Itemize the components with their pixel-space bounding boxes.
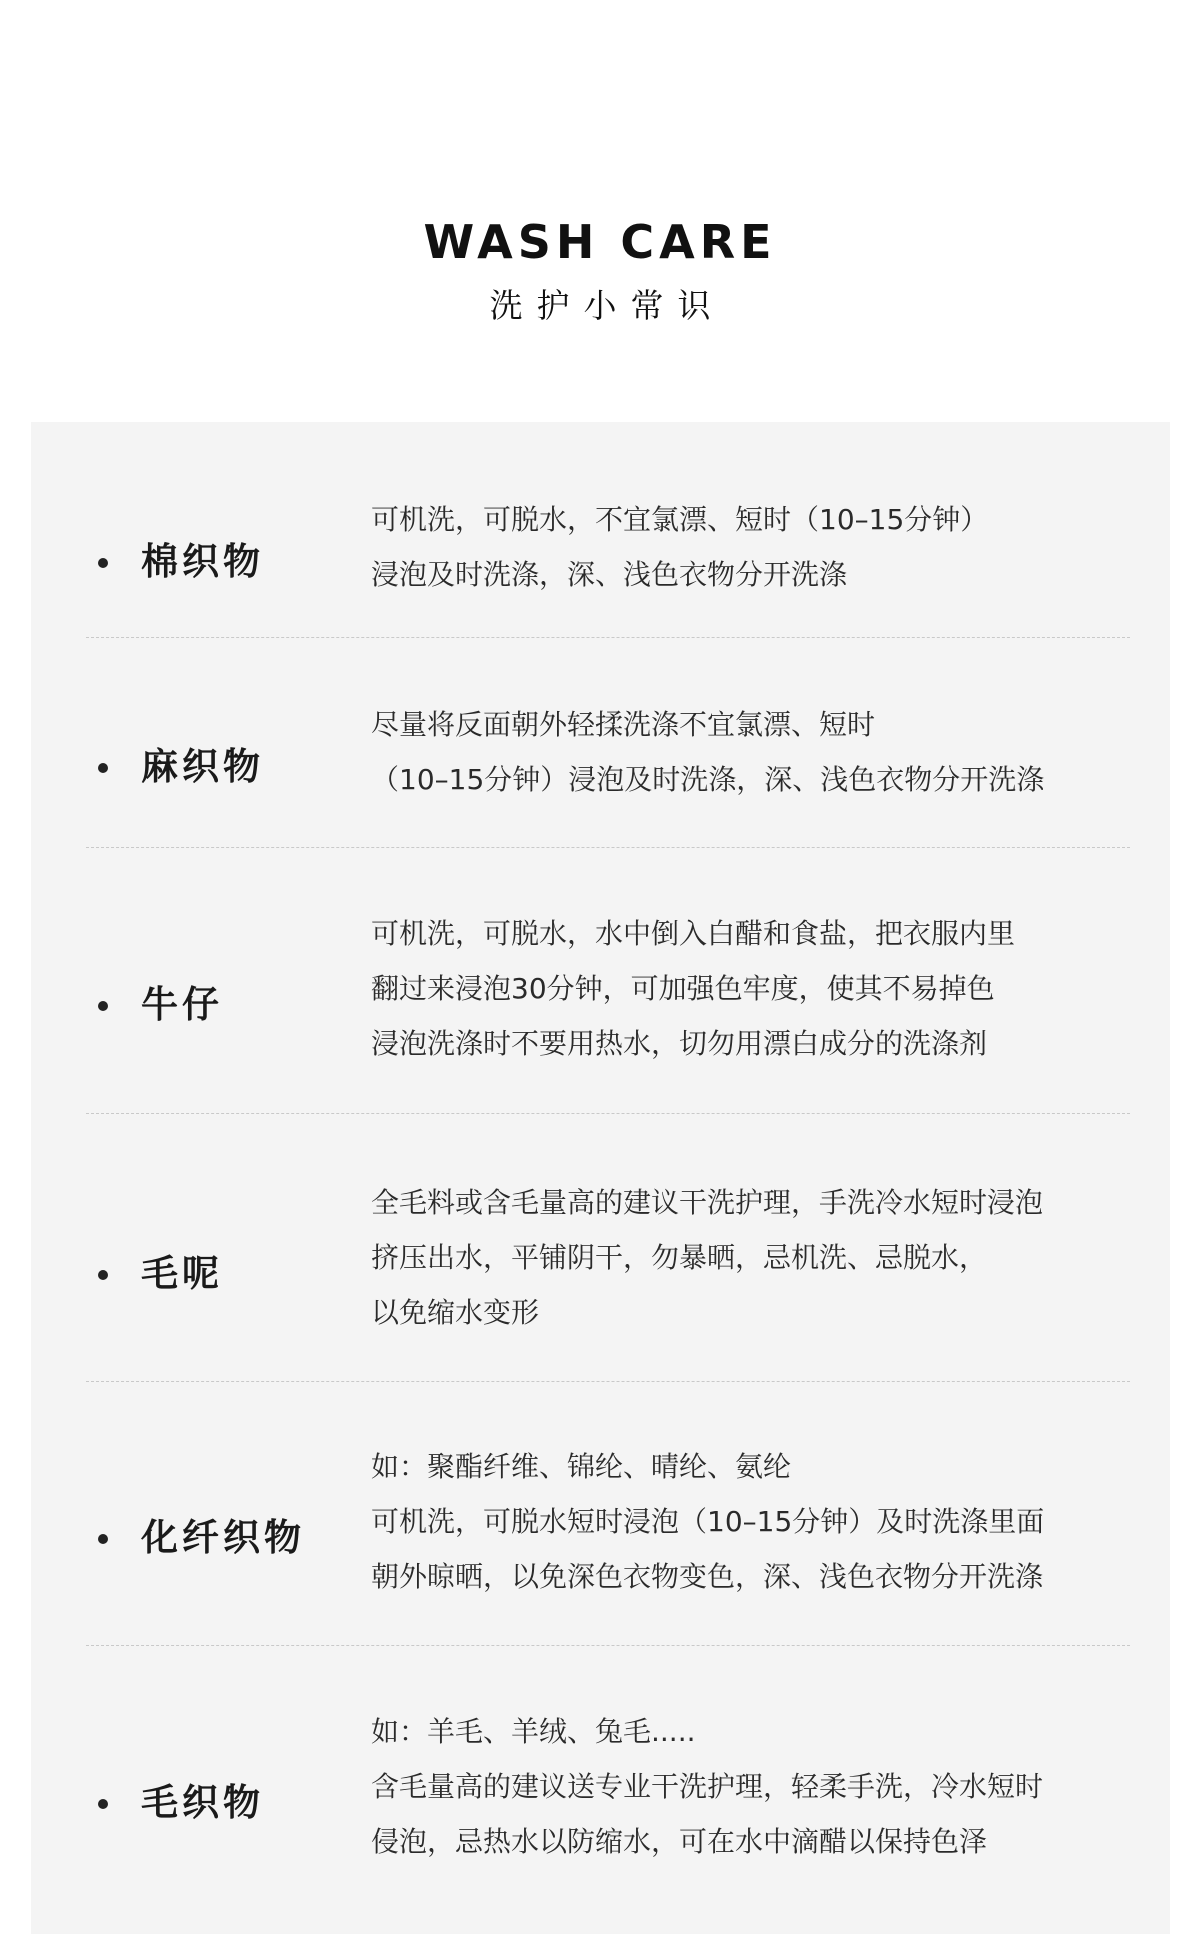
bullet-icon [98,558,108,568]
wash-care-panel [31,422,1170,1934]
care-description [371,1439,1151,1604]
description-line: （10–15分钟）浸泡及时洗涤，深、浅色衣物分开洗涤 [371,763,1045,796]
description-line: 以免缩水变形 [371,1296,540,1329]
section-divider [86,1381,1130,1382]
fabric-label: 毛呢 [141,1252,223,1295]
description-line: 如：羊毛、羊绒、兔毛..... [371,1715,696,1748]
fabric-label: 棉织物 [141,540,264,583]
description-line: 含毛量高的建议送专业干洗护理，轻柔手洗，冷水短时 [371,1770,1044,1803]
page-title: WASH CARE [423,215,777,269]
description-line: 可机洗，可脱水短时浸泡（10–15分钟）及时洗涤里面 [371,1505,1045,1538]
care-description [371,906,1151,1071]
description-line: 朝外晾晒，以免深色衣物变色，深、浅色衣物分开洗涤 [371,1560,1044,1593]
fabric-label: 牛仔 [141,983,223,1026]
section-divider [86,1113,1130,1114]
bullet-icon [98,1270,108,1280]
description-line: 浸泡洗涤时不要用热水，切勿用漂白成分的洗涤剂 [371,1027,988,1060]
description-line: 侵泡，忌热水以防缩水，可在水中滴醋以保持色泽 [371,1825,988,1858]
description-line: 翻过来浸泡30分钟，可加强色牢度，使其不易掉色 [371,972,995,1005]
care-description [371,492,1151,602]
fabric-label: 化纤织物 [141,1516,305,1559]
description-line: 挤压出水，平铺阴干，勿暴晒，忌机洗、忌脱水， [371,1241,988,1274]
care-description [371,1704,1151,1869]
bullet-icon [98,1534,108,1544]
section-divider [86,847,1130,848]
description-line: 如：聚酯纤维、锦纶、晴纶、氨纶 [371,1450,792,1483]
page-subtitle: 洗护小常识 [489,286,725,325]
fabric-label: 麻织物 [141,745,264,788]
description-line: 尽量将反面朝外轻揉洗涤不宜氯漂、短时 [371,708,876,741]
section-divider [86,1645,1130,1646]
description-line: 可机洗，可脱水，不宜氯漂、短时（10–15分钟） [371,503,989,536]
fabric-label: 毛织物 [141,1781,264,1824]
care-description [371,1175,1151,1340]
page-header [0,212,1200,328]
description-line: 全毛料或含毛量高的建议干洗护理，手洗冷水短时浸泡 [371,1186,1044,1219]
bullet-icon [98,1799,108,1809]
bullet-icon [98,763,108,773]
bullet-icon [98,1001,108,1011]
care-description [371,697,1151,807]
description-line: 浸泡及时洗涤，深、浅色衣物分开洗涤 [371,558,848,591]
section-divider [86,637,1130,638]
description-line: 可机洗，可脱水，水中倒入白醋和食盐，把衣服内里 [371,917,1016,950]
